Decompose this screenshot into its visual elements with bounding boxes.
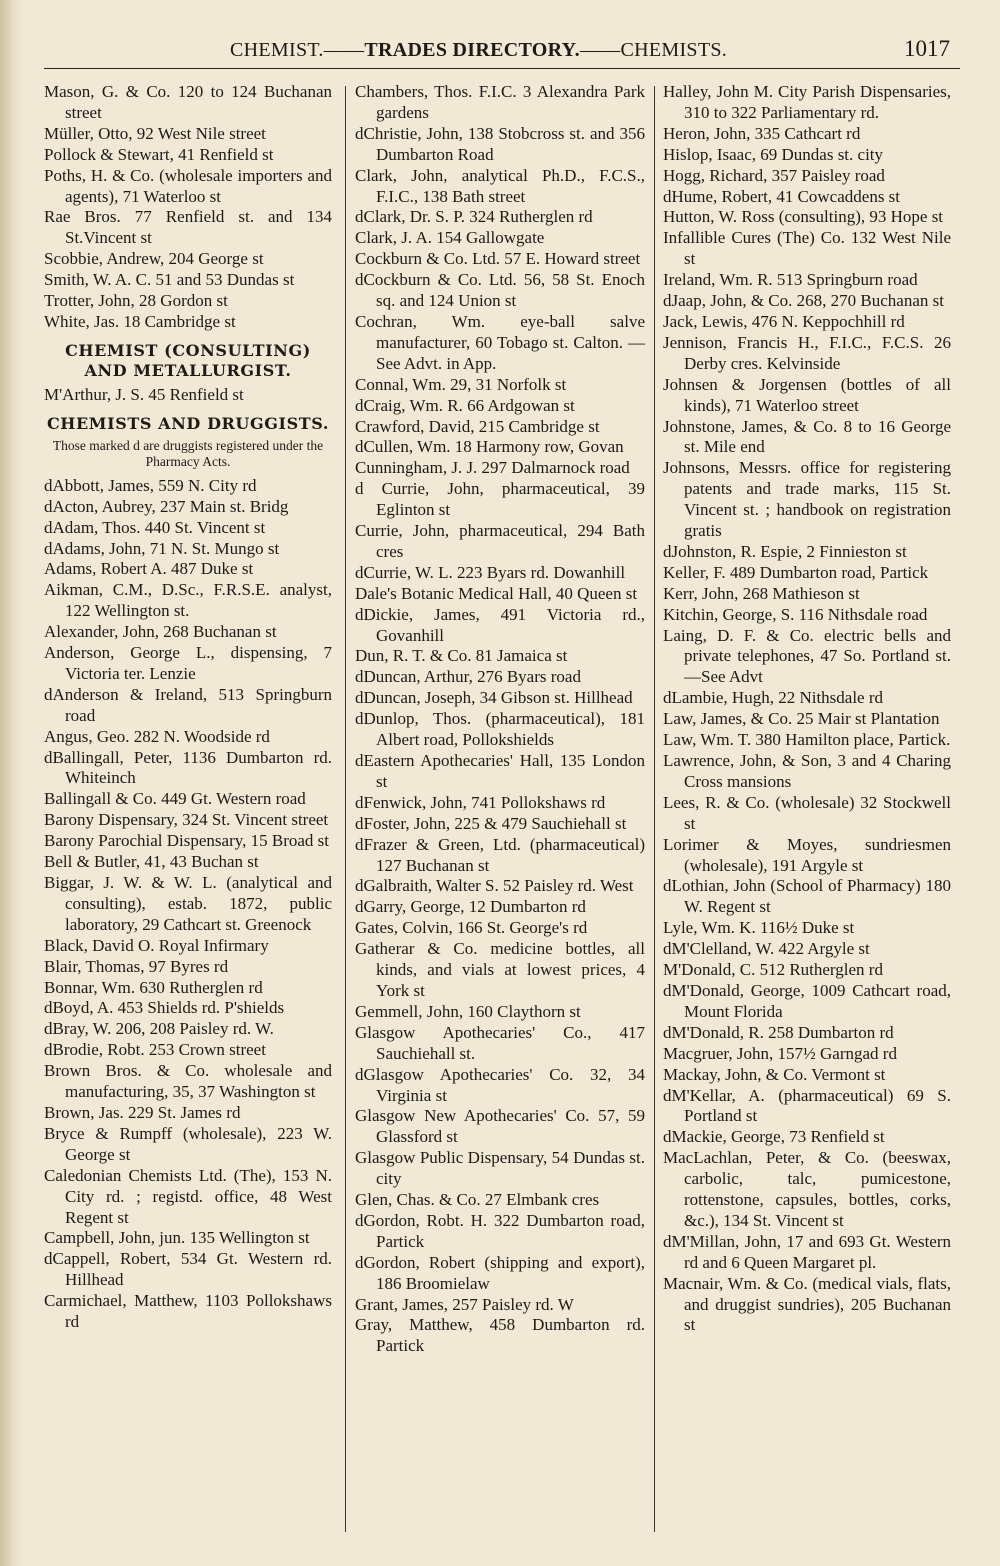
- directory-entry: dAdam, Thos. 440 St. Vincent st: [44, 517, 266, 537]
- directory-entry: dGalbraith, Walter S. 52 Paisley rd. West: [355, 876, 634, 896]
- directory-entry: dLambie, Hugh, 22 Nithsdale rd: [663, 688, 884, 708]
- directory-entry: dCockburn & Co. Ltd. 56, 58 St. Enoch sq. and 124 Union st: [355, 270, 645, 311]
- directory-entry: Barony Parochial Dispensary, 15 Broad st: [44, 831, 330, 851]
- directory-entry: dM'Kellar, A. (pharmaceutical) 69 S. Portland st: [663, 1085, 951, 1126]
- directory-entry: dChristie, John, 138 Stobcross st. and 356 Dumbarton Road: [355, 123, 645, 164]
- directory-entry: dHume, Robert, 41 Cowcaddens st: [663, 186, 901, 206]
- directory-entry: dMackie, George, 73 Renfield st: [663, 1127, 885, 1147]
- header-rule: [44, 68, 960, 69]
- directory-entry: Gates, Colvin, 166 St. George's rd: [355, 918, 588, 938]
- section-heading: CHEMIST (CONSULTING) AND METALLURGIST.: [65, 340, 311, 380]
- directory-entry: Macnair, Wm. & Co. (medical vials, flats, and druggist sundries), 205 Buchanan st: [663, 1273, 951, 1335]
- directory-entry: Biggar, J. W. & W. L. (analytical and consulting), estab. 1872, public laboratory, 29 Cathcart st. Greenock: [44, 873, 332, 934]
- directory-entry: Dun, R. T. & Co. 81 Jamaica st: [355, 646, 568, 666]
- directory-entry: dM'Clelland, W. 422 Argyle st: [663, 939, 870, 959]
- directory-entry: dFrazer & Green, Ltd. (pharmaceutical) 127 Buchanan st: [355, 834, 645, 875]
- directory-entry: dCraig, Wm. R. 66 Ardgowan st: [355, 395, 575, 415]
- directory-entry: dJohnston, R. Espie, 2 Finnieston st: [663, 541, 907, 561]
- directory-entry: dAdams, John, 71 N. St. Mungo st: [44, 538, 280, 558]
- directory-entry: Angus, Geo. 282 N. Woodside rd: [44, 726, 270, 746]
- directory-entry: Ballingall & Co. 449 Gt. Western road: [44, 789, 306, 809]
- directory-entry: Hutton, W. Ross (consulting), 93 Hope st: [663, 207, 944, 227]
- directory-entry: Chambers, Thos. F.I.C. 3 Alexandra Park gardens: [355, 82, 645, 122]
- directory-entry: Adams, Robert A. 487 Duke st: [44, 559, 254, 579]
- directory-column-2: [355, 82, 645, 1536]
- directory-entry: dBray, W. 206, 208 Paisley rd. W.: [44, 1019, 274, 1039]
- directory-entry: Scobbie, Andrew, 204 George st: [44, 249, 264, 269]
- directory-entry: Gray, Matthew, 458 Dumbarton rd. Partick: [355, 1315, 645, 1356]
- directory-entry: dBoyd, A. 453 Shields rd. P'shields: [44, 998, 285, 1018]
- directory-entry: Black, David O. Royal Infirmary: [44, 935, 269, 955]
- directory-entry: Glasgow Public Dispensary, 54 Dundas st. city: [355, 1148, 645, 1189]
- directory-entry: Müller, Otto, 92 West Nile street: [44, 123, 266, 143]
- running-head-right: ——CHEMISTS.: [579, 39, 728, 61]
- directory-entry: Crawford, David, 215 Cambridge st: [355, 416, 600, 436]
- column-divider: [654, 86, 655, 1532]
- directory-entry: Bryce & Rumpff (wholesale), 223 W. George st: [44, 1123, 332, 1164]
- page-number: 1017: [904, 36, 950, 61]
- directory-entry: Lees, R. & Co. (wholesale) 32 Stockwell st: [663, 792, 951, 833]
- directory-entry: Johnstone, James, & Co. 8 to 16 George st. Mile end: [663, 416, 951, 457]
- directory-entry: dEastern Apothecaries' Hall, 135 London st: [355, 751, 645, 791]
- section-note: Those marked d are druggists registered under the Pharmacy Acts.: [52, 437, 324, 469]
- directory-entry: Halley, John M. City Parish Dispensaries, 310 to 322 Parliamentary rd.: [663, 82, 951, 122]
- directory-entry: Keller, F. 489 Dumbarton road, Partick: [663, 562, 929, 582]
- directory-column-3: [663, 82, 951, 1536]
- directory-entry: Campbell, John, jun. 135 Wellington st: [44, 1228, 310, 1248]
- directory-entry: Infallible Cures (The) Co. 132 West Nile st: [663, 228, 951, 269]
- directory-entry: Poths, H. & Co. (wholesale importers and agents), 71 Waterloo st: [44, 165, 332, 206]
- directory-entry: dLothian, John (School of Pharmacy) 180 W. Regent st: [663, 876, 951, 917]
- directory-entry: Bell & Butler, 41, 43 Buchan st: [44, 852, 259, 872]
- directory-entry: Clark, John, analytical Ph.D., F.C.S., F.I.C., 138 Bath street: [355, 165, 645, 206]
- directory-entry: Currie, John, pharmaceutical, 294 Bath cres: [355, 521, 645, 561]
- directory-entry: Laing, D. F. & Co. electric bells and private telephones, 47 So. Portland st.—See Advt: [663, 625, 951, 687]
- directory-entry: dFoster, John, 225 & 479 Sauchiehall st: [355, 813, 627, 833]
- directory-entry: Bonnar, Wm. 630 Rutherglen rd: [44, 977, 263, 997]
- directory-entry: dJaap, John, & Co. 268, 270 Buchanan st: [663, 291, 944, 311]
- directory-entry: Mason, G. & Co. 120 to 124 Buchanan street: [44, 82, 332, 122]
- directory-entry: Rae Bros. 77 Renfield st. and 134 St.Vincent st: [44, 207, 332, 248]
- directory-entry: Blair, Thomas, 97 Byres rd: [44, 956, 229, 976]
- directory-entry: Heron, John, 335 Cathcart rd: [663, 123, 861, 143]
- directory-entry: dGlasgow Apothecaries' Co. 32, 34 Virginia st: [355, 1064, 645, 1105]
- directory-entry: dClark, Dr. S. P. 324 Rutherglen rd: [355, 207, 593, 227]
- directory-entry: dAbbott, James, 559 N. City rd: [44, 475, 257, 495]
- directory-entry: Gatherar & Co. medicine bottles, all kinds, and vials at lowest prices, 4 York st: [355, 939, 645, 1000]
- directory-entry: dDickie, James, 491 Victoria rd., Govanhill: [355, 604, 645, 645]
- directory-entry: Glen, Chas. & Co. 27 Elmbank cres: [355, 1190, 600, 1210]
- directory-entry: Cunningham, J. J. 297 Dalmarnock road: [355, 458, 630, 478]
- directory-entry: dCappell, Robert, 534 Gt. Western rd. Hillhead: [44, 1249, 332, 1290]
- directory-entry: dActon, Aubrey, 237 Main st. Bridg: [44, 496, 289, 516]
- directory-entry: Alexander, John, 268 Buchanan st: [44, 622, 277, 642]
- directory-entry: dFenwick, John, 741 Pollokshaws rd: [355, 792, 606, 812]
- directory-entry: Carmichael, Matthew, 1103 Pollokshaws rd: [44, 1291, 332, 1332]
- directory-entry: Hislop, Isaac, 69 Dundas st. city: [663, 144, 884, 164]
- directory-entry: M'Donald, C. 512 Rutherglen rd: [663, 960, 883, 980]
- running-head-left: CHEMIST.——: [230, 39, 365, 61]
- page-binding-edge: [0, 0, 22, 1566]
- directory-entry: d Currie, John, pharmaceutical, 39 Eglinton st: [355, 479, 645, 520]
- directory-entry: Law, James, & Co. 25 Mair st Plantation: [663, 709, 940, 729]
- directory-entry: Brown Bros. & Co. wholesale and manufacturing, 35, 37 Washington st: [44, 1061, 332, 1102]
- section-heading: CHEMISTS AND DRUGGISTS.: [46, 413, 330, 433]
- directory-entry: Smith, W. A. C. 51 and 53 Dundas st: [44, 270, 295, 290]
- directory-entry: Anderson, George L., dispensing, 7 Victoria ter. Lenzie: [44, 643, 332, 683]
- directory-entry: dCullen, Wm. 18 Harmony row, Govan: [355, 437, 624, 457]
- directory-entry: Johnsons, Messrs. office for registering patents and trade marks, 115 St. Vincent st. ; handbook on registration gratis: [663, 458, 951, 541]
- directory-entry: Lawrence, John, & Son, 3 and 4 Charing Cross mansions: [663, 751, 951, 791]
- running-head-center: TRADES DIRECTORY.: [364, 39, 580, 61]
- directory-entry: Clark, J. A. 154 Gallowgate: [355, 228, 545, 248]
- directory-entry: dBallingall, Peter, 1136 Dumbarton rd. Whiteinch: [44, 747, 332, 788]
- directory-entry: Glasgow Apothecaries' Co., 417 Sauchiehall st.: [355, 1022, 645, 1063]
- directory-entry: Johnsen & Jorgensen (bottles of all kinds), 71 Waterloo street: [663, 374, 951, 415]
- directory-entry: Grant, James, 257 Paisley rd. W: [355, 1294, 574, 1314]
- directory-entry: Aikman, C.M., D.Sc., F.R.S.E. analyst, 122 Wellington st.: [44, 580, 332, 621]
- directory-entry: Cochran, Wm. eye-ball salve manufacturer, 60 Tobago st. Calton. —See Advt. in App.: [355, 311, 645, 373]
- directory-entry: Kitchin, George, S. 116 Nithsdale road: [663, 604, 928, 624]
- directory-entry: Barony Dispensary, 324 St. Vincent street: [44, 810, 329, 830]
- directory-entry: Dale's Botanic Medical Hall, 40 Queen st: [355, 583, 638, 603]
- directory-entry: M'Arthur, J. S. 45 Renfield st: [44, 384, 244, 404]
- directory-entry: Kerr, John, 268 Mathieson st: [663, 583, 860, 603]
- directory-entry: Gemmell, John, 160 Claythorn st: [355, 1001, 581, 1021]
- directory-column-1: [44, 82, 332, 1536]
- directory-entry: Macgruer, John, 157½ Garngad rd: [663, 1043, 897, 1063]
- directory-entry: Pollock & Stewart, 41 Renfield st: [44, 144, 274, 164]
- directory-entry: dDuncan, Arthur, 276 Byars road: [355, 667, 581, 687]
- directory-entry: Brown, Jas. 229 St. James rd: [44, 1102, 241, 1122]
- directory-entry: dGordon, Robt. H. 322 Dumbarton road, Partick: [355, 1210, 645, 1251]
- directory-entry: MacLachlan, Peter, & Co. (beeswax, carbolic, talc, pumicestone, rottenstone, capsules, bottles, corks, &c.), 134 St. Vincent st: [663, 1148, 951, 1230]
- directory-entry: dGordon, Robert (shipping and export), 186 Broomielaw: [355, 1252, 645, 1293]
- directory-entry: Mackay, John, & Co. Vermont st: [663, 1064, 886, 1084]
- directory-entry: Law, Wm. T. 380 Hamilton place, Partick.: [663, 730, 951, 750]
- column-divider: [345, 86, 346, 1532]
- directory-entry: dGarry, George, 12 Dumbarton rd: [355, 897, 586, 917]
- directory-entry: dDuncan, Joseph, 34 Gibson st. Hillhead: [355, 688, 633, 708]
- directory-entry: dAnderson & Ireland, 513 Springburn road: [44, 684, 332, 725]
- directory-entry: Jack, Lewis, 476 N. Keppochhill rd: [663, 311, 905, 331]
- directory-entry: dM'Donald, George, 1009 Cathcart road, Mount Florida: [663, 980, 951, 1021]
- directory-entry: White, Jas. 18 Cambridge st: [44, 311, 236, 331]
- directory-entry: dM'Millan, John, 17 and 693 Gt. Western rd and 6 Queen Margaret pl.: [663, 1231, 951, 1272]
- directory-entry: dBrodie, Robt. 253 Crown street: [44, 1040, 266, 1060]
- directory-entry: Hogg, Richard, 357 Paisley road: [663, 165, 885, 185]
- directory-entry: Lyle, Wm. K. 116½ Duke st: [663, 918, 855, 938]
- directory-entry: Lorimer & Moyes, sundriesmen (wholesale), 191 Argyle st: [663, 834, 951, 875]
- directory-entry: dDunlop, Thos. (pharmaceutical), 181 Albert road, Pollokshields: [355, 709, 645, 750]
- directory-entry: Ireland, Wm. R. 513 Springburn road: [663, 270, 918, 290]
- directory-entry: Jennison, Francis H., F.I.C., F.C.S. 26 Derby cres. Kelvinside: [663, 332, 951, 373]
- directory-entry: Trotter, John, 28 Gordon st: [44, 291, 228, 311]
- directory-entry: dM'Donald, R. 258 Dumbarton rd: [663, 1022, 894, 1042]
- directory-entry: dCurrie, W. L. 223 Byars rd. Dowanhill: [355, 562, 626, 582]
- directory-entry: Glasgow New Apothecaries' Co. 57, 59 Glassford st: [355, 1106, 645, 1147]
- directory-entry: Caledonian Chemists Ltd. (The), 153 N. City rd. ; registd. office, 48 West Regent st: [44, 1165, 332, 1227]
- page-header: [40, 34, 960, 68]
- directory-entry: Cockburn & Co. Ltd. 57 E. Howard street: [355, 249, 641, 269]
- running-head: [230, 39, 727, 62]
- directory-entry: Connal, Wm. 29, 31 Norfolk st: [355, 374, 567, 394]
